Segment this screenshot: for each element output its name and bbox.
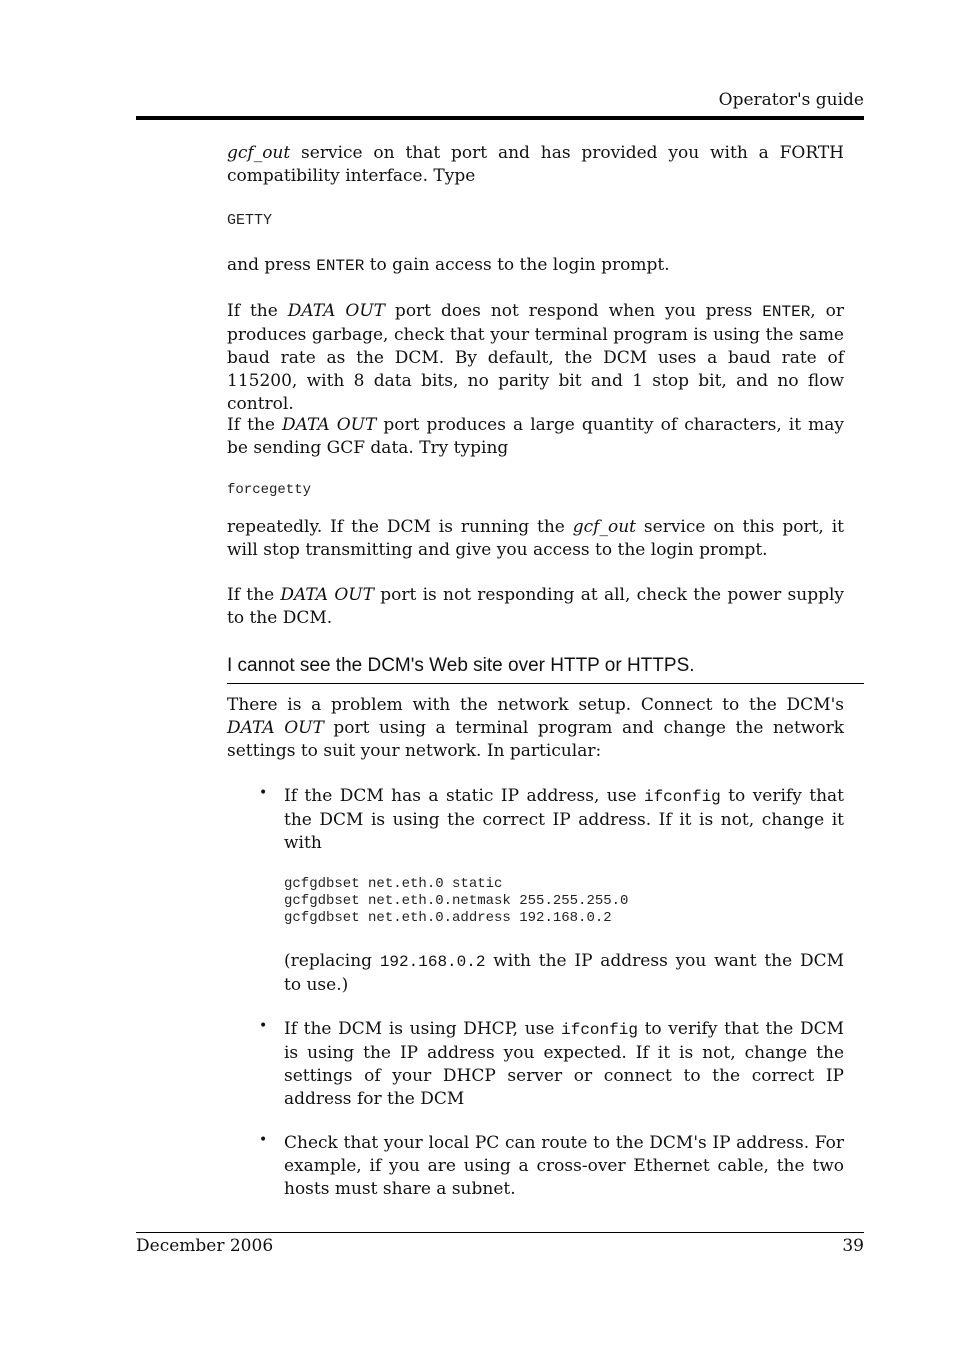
footer-rule: [136, 1232, 864, 1233]
paragraph-gcf-out: [227, 142, 844, 188]
text: port using a terminal program and change the network settings to suit your network. In particular:: [227, 718, 844, 761]
inline-code-ifconfig: ifconfig: [561, 1021, 638, 1039]
text: If the: [227, 301, 288, 321]
list-item-text: Check that your local PC can route to the DCM's IP address. For example, if you are using a cross-over Ethernet cable, the two hosts must share a subnet.: [284, 1133, 844, 1199]
text: to verify that the DCM is using the correct IP address. If it is not, change it with: [284, 786, 844, 853]
code-forcegetty-block: [227, 482, 844, 499]
header-rule: [136, 116, 864, 120]
text: port produces a large quantity of characters, it may be sending GCF data. Try typing: [227, 415, 845, 458]
text: There is a problem with the network setup. Connect to the DCM's: [227, 695, 844, 715]
running-title: Operator's guide: [718, 90, 864, 110]
code-line: gcfgdbset net.eth.0.netmask 255.255.255.0: [284, 893, 629, 909]
code-line: gcfgdbset net.eth.0.address 192.168.0.2: [284, 910, 612, 926]
text: service on this port, it will stop transmitting and give you access to the login prompt.: [227, 517, 844, 560]
section-heading-rule: [227, 683, 864, 684]
code-getty-block: [227, 212, 844, 229]
code-forcegetty: forcegetty: [227, 482, 312, 498]
text: , or produces garbage, check that your terminal program is using the same baud rate as the DCM. By default, the DCM uses a baud rate of 115200, with 8 data bits, no parity bit and 1 stop bit, and no flow control.: [227, 301, 845, 414]
text: with the IP address you want the DCM to use.): [284, 951, 844, 995]
port-name: DATA OUT: [227, 718, 324, 738]
text: If the DCM is using DHCP, use: [284, 1019, 562, 1039]
inline-code-ip: 192.168.0.2: [379, 953, 486, 971]
text: (replacing: [284, 951, 380, 971]
service-name: gcf_out: [227, 143, 291, 163]
text: to verify that the DCM is using the IP address you expected. If it is not, change the settings of your DHCP server or connect to the correct IP address for the DCM: [284, 1019, 844, 1109]
paragraph-repeatedly: [227, 516, 844, 562]
inline-code-enter: ENTER: [316, 257, 365, 275]
port-name: DATA OUT: [287, 301, 385, 321]
paragraph-text: service on that port and has provided you with a FORTH compatibility interface. Type: [227, 143, 844, 186]
code-gcfgdbset-block: [284, 876, 844, 927]
bullet-icon: •: [259, 1132, 268, 1148]
text: to gain access to the login prompt.: [364, 255, 670, 275]
paragraph-replacing: [284, 950, 844, 997]
paragraph-network-intro: [227, 694, 844, 763]
text: port does not respond when you press: [384, 301, 763, 321]
list-item-dhcp: [284, 1018, 844, 1111]
page-number: 39: [842, 1236, 864, 1256]
service-name: gcf_out: [572, 517, 636, 537]
text: port is not responding at all, check the power supply to the DCM.: [227, 585, 845, 628]
section-heading: I cannot see the DCM's Web site over HTTP or HTTPS.: [227, 655, 695, 676]
bullet-icon: •: [259, 785, 268, 801]
code-line: gcfgdbset net.eth.0 static: [284, 876, 503, 892]
inline-code-enter: ENTER: [762, 303, 811, 321]
footer-date: December 2006: [136, 1236, 274, 1256]
list-item-static-ip: [284, 785, 844, 855]
text: If the: [227, 415, 282, 435]
inline-code-ifconfig: ifconfig: [643, 788, 721, 806]
paragraph-press-enter: [227, 254, 844, 278]
port-name: DATA OUT: [280, 585, 374, 605]
text: repeatedly. If the DCM is running the: [227, 517, 573, 537]
port-name: DATA OUT: [282, 415, 377, 435]
paragraph-large-quantity: [227, 414, 844, 460]
bullet-icon: •: [259, 1018, 268, 1034]
text: If the DCM has a static IP address, use: [284, 786, 644, 806]
paragraph-no-response: [227, 300, 844, 416]
text: If the: [227, 585, 281, 605]
list-item-route: [284, 1132, 844, 1201]
text: and press: [227, 255, 317, 275]
code-getty: GETTY: [227, 212, 273, 229]
paragraph-not-responding: [227, 584, 844, 630]
